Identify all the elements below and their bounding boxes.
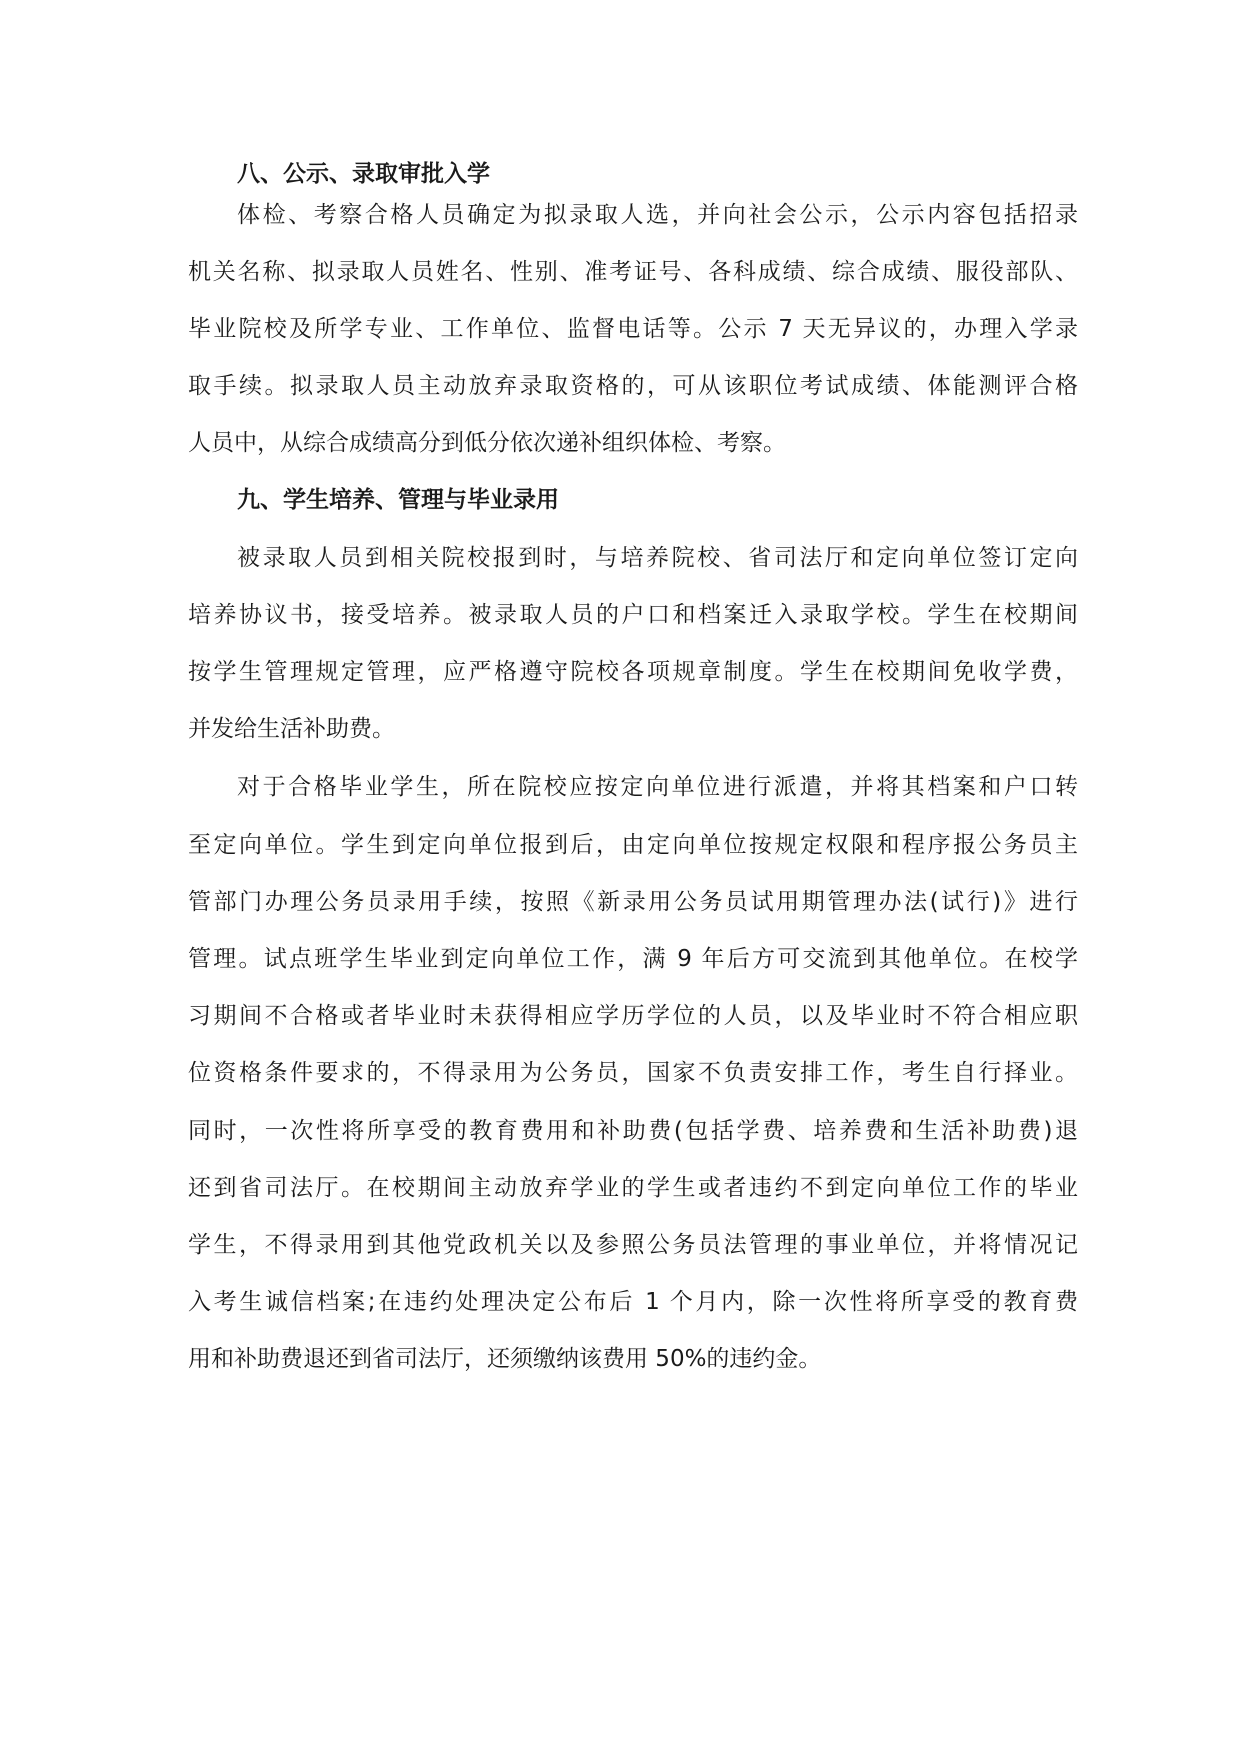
paragraph-line: 按学生管理规定管理，应严格遵守院校各项规章制度。学生在校期间免收学费， bbox=[188, 659, 1078, 685]
paragraph-line: 还到省司法厅。在校期间主动放弃学业的学生或者违约不到定向单位工作的毕业 bbox=[188, 1175, 1078, 1201]
paragraph-line: 并发给生活补助费。 bbox=[188, 716, 395, 742]
paragraph-line: 被录取人员到相关院校报到时，与培养院校、省司法厅和定向单位签订定向 bbox=[237, 545, 1078, 571]
paragraph-line: 培养协议书，接受培养。被录取人员的户口和档案迁入录取学校。学生在校期间 bbox=[188, 602, 1078, 628]
paragraph-line: 取手续。拟录取人员主动放弃录取资格的，可从该职位考试成绩、体能测评合格 bbox=[188, 373, 1078, 399]
paragraph-line: 对于合格毕业学生，所在院校应按定向单位进行派遣，并将其档案和户口转 bbox=[237, 774, 1078, 800]
paragraph-line: 用和补助费退还到省司法厅，还须缴纳该费用 50%的违约金。 bbox=[188, 1346, 822, 1372]
section-heading-9: 九、学生培养、管理与毕业录用 bbox=[237, 487, 559, 513]
paragraph-line: 习期间不合格或者毕业时未获得相应学历学位的人员，以及毕业时不符合相应职 bbox=[188, 1003, 1078, 1029]
paragraph-line: 体检、考察合格人员确定为拟录取人选，并向社会公示，公示内容包括招录 bbox=[237, 202, 1078, 228]
paragraph-line: 位资格条件要求的，不得录用为公务员，国家不负责安排工作，考生自行择业。 bbox=[188, 1060, 1078, 1086]
paragraph-line: 人员中，从综合成绩高分到低分依次递补组织体检、考察。 bbox=[188, 430, 786, 456]
paragraph-line: 同时，一次性将所享受的教育费用和补助费(包括学费、培养费和生活补助费)退 bbox=[188, 1118, 1078, 1144]
section-heading-8: 八、公示、录取审批入学 bbox=[237, 161, 490, 187]
paragraph-line: 管理。试点班学生毕业到定向单位工作，满 9 年后方可交流到其他单位。在校学 bbox=[188, 946, 1078, 972]
paragraph-line: 管部门办理公务员录用手续，按照《新录用公务员试用期管理办法(试行)》进行 bbox=[188, 889, 1078, 915]
paragraph-line: 毕业院校及所学专业、工作单位、监督电话等。公示 7 天无异议的，办理入学录 bbox=[188, 316, 1078, 342]
paragraph-line: 至定向单位。学生到定向单位报到后，由定向单位按规定权限和程序报公务员主 bbox=[188, 832, 1078, 858]
paragraph-line: 入考生诚信档案;在违约处理决定公布后 1 个月内，除一次性将所享受的教育费 bbox=[188, 1289, 1078, 1315]
paragraph-line: 机关名称、拟录取人员姓名、性别、准考证号、各科成绩、综合成绩、服役部队、 bbox=[188, 259, 1078, 285]
paragraph-line: 学生，不得录用到其他党政机关以及参照公务员法管理的事业单位，并将情况记 bbox=[188, 1232, 1078, 1258]
